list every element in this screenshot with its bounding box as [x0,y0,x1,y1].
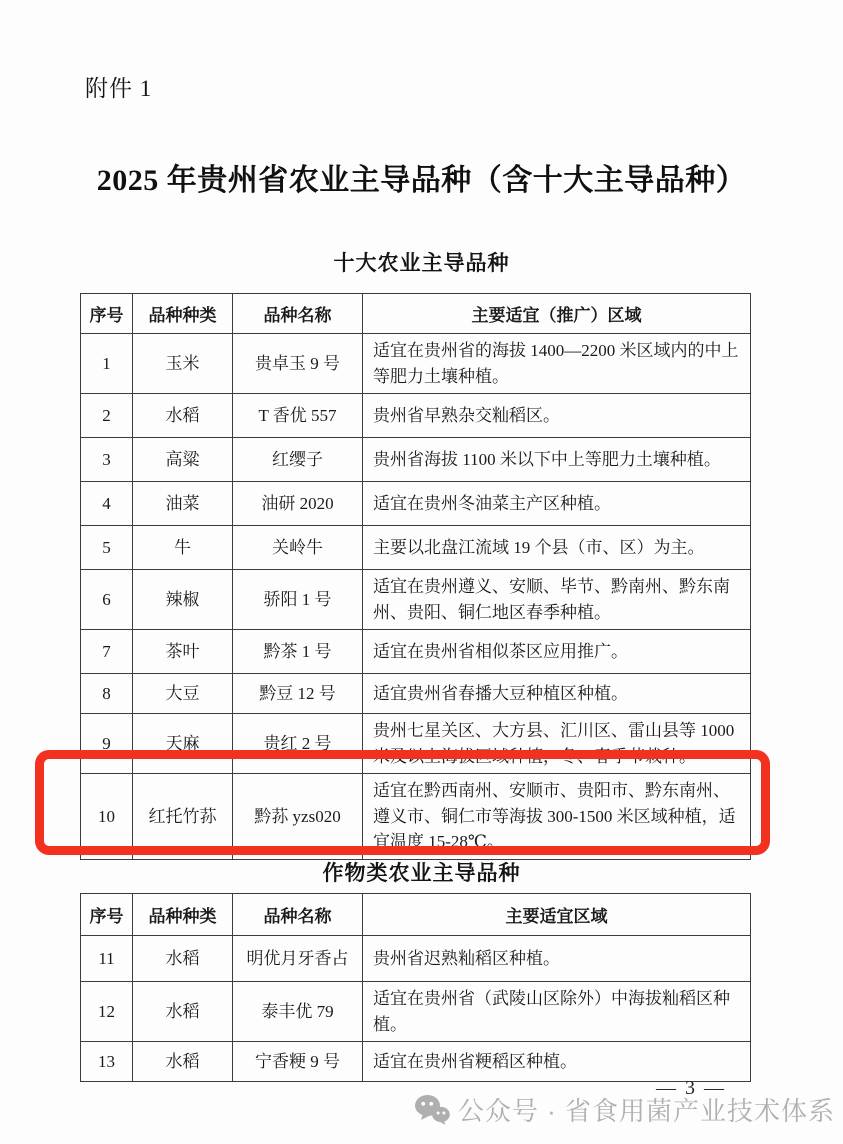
table2-row-1-region: 适宜在贵州省（武陵山区除外）中海拔籼稻区种植。 [363,982,751,1042]
table1-row-1-name: T 香优 557 [233,394,363,438]
table1-row-1-region: 贵州省早熟杂交籼稻区。 [363,394,751,438]
table2-row-0-type: 水稻 [133,936,233,982]
table1-row-8-name: 贵红 2 号 [233,714,363,774]
table1-row-3-type: 油菜 [133,482,233,526]
wechat-icon [414,1094,450,1126]
table2-header-1: 品种种类 [133,894,233,936]
document-title: 2025 年贵州省农业主导品种（含十大主导品种） [96,164,747,197]
table1-header-1: 品种种类 [133,294,233,334]
table-row [81,936,751,982]
table-header-row [81,894,751,936]
table1-row-4-region: 主要以北盘江流域 19 个县（市、区）为主。 [363,526,751,570]
table-row [81,982,751,1042]
table1-row-5-type: 辣椒 [133,570,233,630]
table1-row-4-type: 牛 [133,526,233,570]
table1-row-0-no: 1 [81,334,133,394]
table2 [80,893,751,1082]
table2-row-0-region: 贵州省迟熟籼稻区种植。 [363,936,751,982]
table-row [81,630,751,674]
table1-row-3-name: 油研 2020 [233,482,363,526]
table1-row-0-name: 贵卓玉 9 号 [233,334,363,394]
table-row [81,774,751,860]
table1-row-2-region: 贵州省海拔 1100 米以下中上等肥力土壤种植。 [363,438,751,482]
table1-row-2-no: 3 [81,438,133,482]
table-row [81,714,751,774]
table1-row-9-name: 黔荪 yzs020 [233,774,363,860]
table-row [81,394,751,438]
table1-row-5-region: 适宜在贵州遵义、安顺、毕节、黔南州、黔东南州、贵阳、铜仁地区春季种植。 [363,570,751,630]
table1-row-6-type: 茶叶 [133,630,233,674]
table1-row-8-region: 贵州七星关区、大方县、汇川区、雷山县等 1000 米及以上海拔区域种植，冬、春季节栽种。 [363,714,751,774]
table1-row-5-no: 6 [81,570,133,630]
table2-row-1-type: 水稻 [133,982,233,1042]
table-row [81,1042,751,1082]
table1-row-2-name: 红缨子 [233,438,363,482]
watermark [414,1091,835,1128]
table2-header-0: 序号 [81,894,133,936]
table-row [81,674,751,714]
table1-row-9-region: 适宜在黔西南州、安顺市、贵阳市、黔东南州、遵义市、铜仁市等海拔 300-1500 米区域种植，适宜温度 15-28℃。 [363,774,751,860]
table1-row-3-no: 4 [81,482,133,526]
table-row [81,570,751,630]
watermark-text: 公众号 · 省食用菌产业技术体系 [457,1096,835,1126]
attachment-label: 附件 1 [85,76,153,101]
table1-row-5-name: 骄阳 1 号 [233,570,363,630]
section-title-crop-varieties: 作物类农业主导品种 [322,862,521,885]
table-row [81,482,751,526]
table1-row-3-region: 适宜在贵州冬油菜主产区种植。 [363,482,751,526]
table1-row-7-no: 8 [81,674,133,714]
table2-row-1-name: 泰丰优 79 [233,982,363,1042]
table1-row-2-type: 高粱 [133,438,233,482]
table1-row-7-region: 适宜贵州省春播大豆种植区种植。 [363,674,751,714]
table-row [81,438,751,482]
table1-row-4-no: 5 [81,526,133,570]
table2-row-1-no: 12 [81,982,133,1042]
table2-header-3: 主要适宜区域 [363,894,751,936]
table2-row-2-no: 13 [81,1042,133,1082]
table1-row-1-no: 2 [81,394,133,438]
table1-row-4-name: 关岭牛 [233,526,363,570]
table2-row-0-no: 11 [81,936,133,982]
table1-row-7-type: 大豆 [133,674,233,714]
table1-row-6-name: 黔茶 1 号 [233,630,363,674]
table2-row-2-name: 宁香粳 9 号 [233,1042,363,1082]
table1-row-0-region: 适宜在贵州省的海拔 1400—2200 米区域内的中上等肥力土壤种植。 [363,334,751,394]
table-row [81,334,751,394]
table1-row-9-type: 红托竹荪 [133,774,233,860]
table1-row-8-type: 天麻 [133,714,233,774]
table1-row-6-no: 7 [81,630,133,674]
table2-row-0-name: 明优月牙香占 [233,936,363,982]
table2-row-2-type: 水稻 [133,1042,233,1082]
page-number: — 3 — [656,1077,726,1099]
section-title-top-ten: 十大农业主导品种 [333,252,510,275]
table1-row-6-region: 适宜在贵州省相似茶区应用推广。 [363,630,751,674]
table-row [81,526,751,570]
table1-header-3: 主要适宜（推广）区域 [363,294,751,334]
table1-header-0: 序号 [81,294,133,334]
table1 [80,293,751,860]
table2-row-2-region: 适宜在贵州省粳稻区种植。 [363,1042,751,1082]
table-header-row [81,294,751,334]
table1-row-7-name: 黔豆 12 号 [233,674,363,714]
table1-header-2: 品种名称 [233,294,363,334]
table1-row-8-no: 9 [81,714,133,774]
table1-row-9-no: 10 [81,774,133,860]
table2-header-2: 品种名称 [233,894,363,936]
table1-row-0-type: 玉米 [133,334,233,394]
table1-row-1-type: 水稻 [133,394,233,438]
